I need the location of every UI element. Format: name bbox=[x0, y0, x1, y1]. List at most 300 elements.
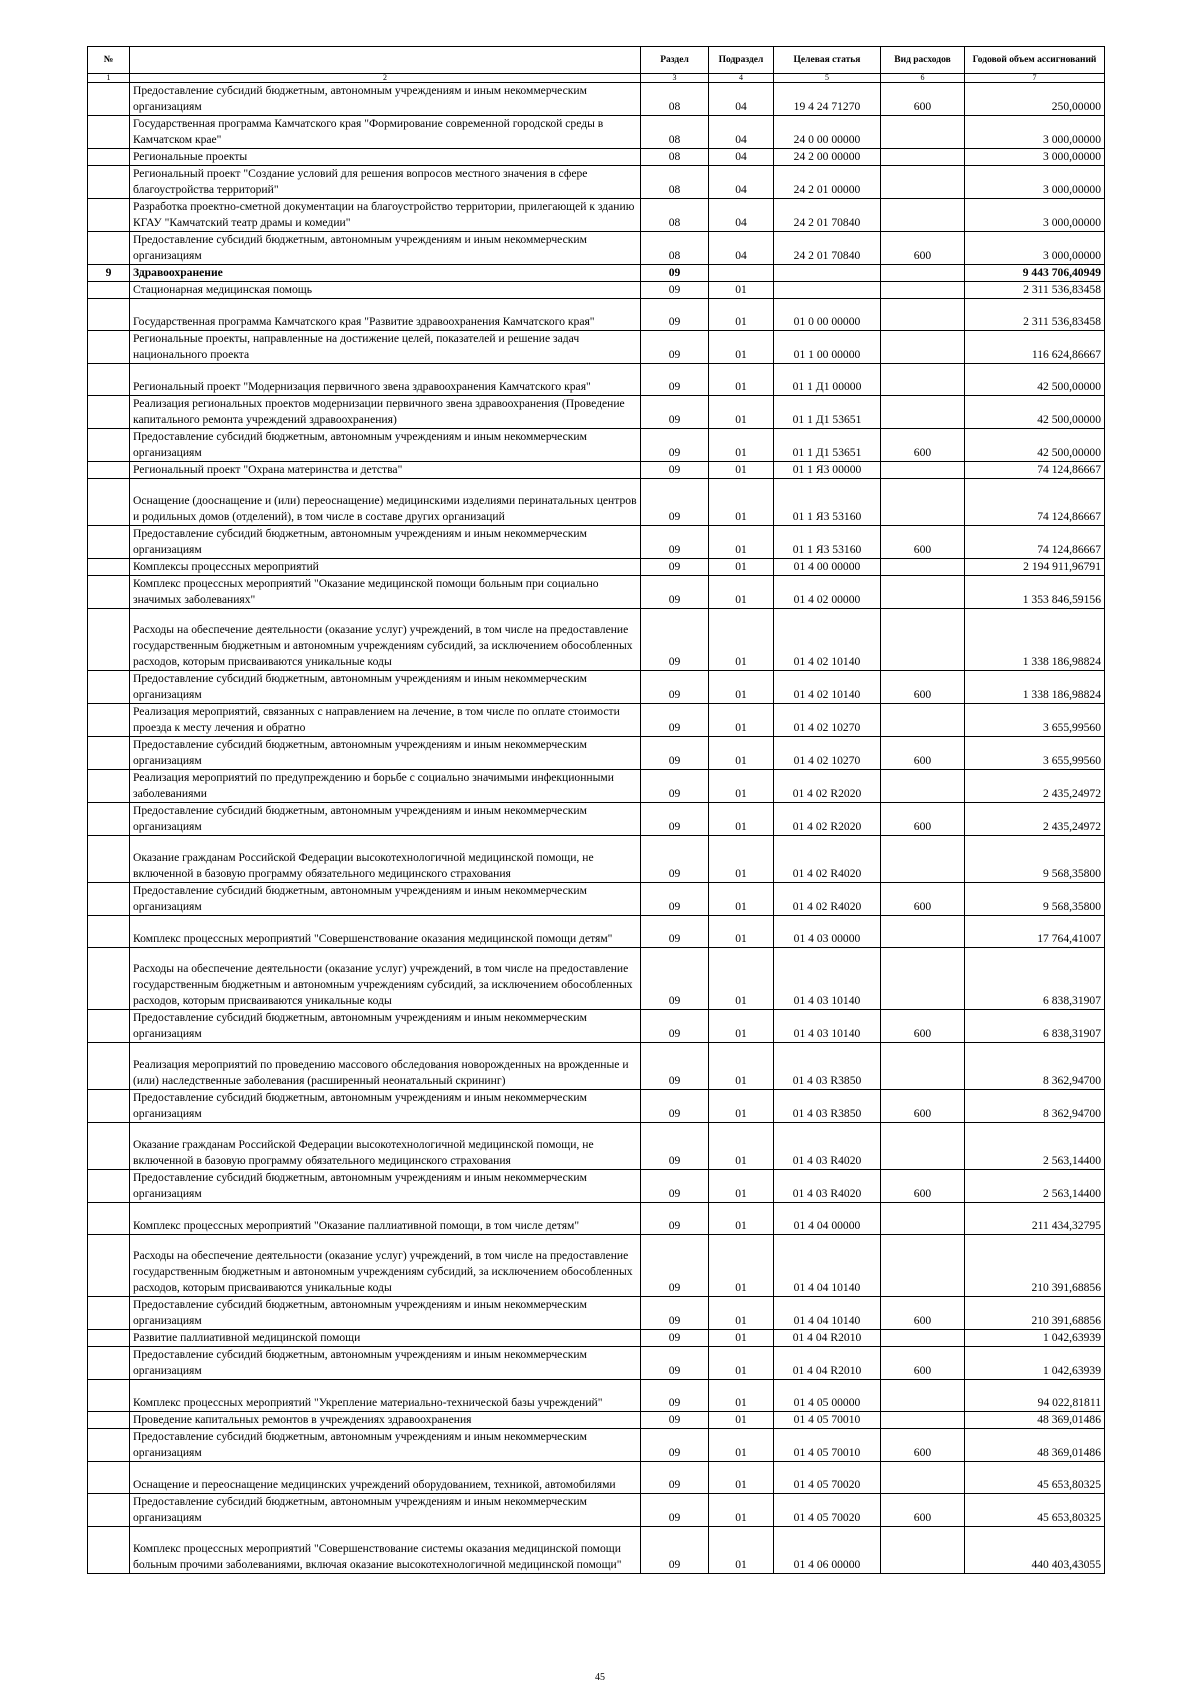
row-target-article: 01 4 03 R3850 bbox=[774, 1090, 881, 1123]
row-number bbox=[88, 199, 130, 232]
row-name: Оказание гражданам Российской Федерации высокотехнологичной медицинской помощи, не включенной в базовую программу обязательного медицинского страхования bbox=[130, 1123, 641, 1170]
row-number: 9 bbox=[88, 265, 130, 282]
row-name: Предоставление субсидий бюджетным, автономным учреждениям и иным некоммерческим организациям bbox=[130, 883, 641, 916]
row-expense-type bbox=[881, 1412, 965, 1429]
row-razdel: 09 bbox=[641, 609, 709, 671]
row-razdel: 09 bbox=[641, 1429, 709, 1462]
row-target-article: 01 4 06 00000 bbox=[774, 1527, 881, 1574]
row-name: Реализация мероприятий по предупреждению и борьбе с социально значимыми инфекционными заболеваниями bbox=[130, 770, 641, 803]
table-row bbox=[88, 462, 1105, 479]
table-row bbox=[88, 1297, 1105, 1330]
row-target-article: 01 4 02 10270 bbox=[774, 737, 881, 770]
row-amount: 3 000,00000 bbox=[965, 166, 1105, 199]
table-row bbox=[88, 396, 1105, 429]
row-amount: 94 022,81811 bbox=[965, 1380, 1105, 1412]
row-amount: 2 435,24972 bbox=[965, 770, 1105, 803]
row-name: Реализация региональных проектов модернизации первичного звена здравоохранения (Проведение капитального ремонта учреждений здравоохранения) bbox=[130, 396, 641, 429]
row-target-article: 01 4 02 R2020 bbox=[774, 803, 881, 836]
row-podrazdel: 04 bbox=[709, 199, 774, 232]
row-expense-type bbox=[881, 576, 965, 609]
row-number bbox=[88, 479, 130, 526]
table-row bbox=[88, 232, 1105, 265]
row-razdel: 09 bbox=[641, 1235, 709, 1297]
row-amount: 42 500,00000 bbox=[965, 364, 1105, 396]
table-row bbox=[88, 737, 1105, 770]
table-row bbox=[88, 1043, 1105, 1090]
row-target-article: 01 4 05 70010 bbox=[774, 1429, 881, 1462]
row-number bbox=[88, 282, 130, 299]
row-target-article: 01 1 Д1 00000 bbox=[774, 364, 881, 396]
row-target-article: 01 1 Я3 00000 bbox=[774, 462, 881, 479]
header-target-article: Целевая статья bbox=[774, 47, 881, 74]
row-number bbox=[88, 803, 130, 836]
row-amount: 250,00000 bbox=[965, 83, 1105, 116]
row-razdel: 09 bbox=[641, 396, 709, 429]
row-expense-type: 600 bbox=[881, 1429, 965, 1462]
row-number bbox=[88, 1347, 130, 1380]
row-amount: 9 568,35800 bbox=[965, 836, 1105, 883]
row-expense-type bbox=[881, 166, 965, 199]
table-body bbox=[88, 83, 1105, 1574]
row-amount: 45 653,80325 bbox=[965, 1494, 1105, 1527]
row-razdel: 09 bbox=[641, 1297, 709, 1330]
row-razdel: 09 bbox=[641, 1527, 709, 1574]
row-target-article: 24 0 00 00000 bbox=[774, 116, 881, 149]
row-expense-type bbox=[881, 1235, 965, 1297]
column-number: 6 bbox=[881, 74, 965, 83]
row-podrazdel: 01 bbox=[709, 1043, 774, 1090]
table-row bbox=[88, 83, 1105, 116]
row-expense-type bbox=[881, 149, 965, 166]
row-podrazdel: 01 bbox=[709, 1494, 774, 1527]
row-target-article: 01 4 05 00000 bbox=[774, 1380, 881, 1412]
row-podrazdel: 01 bbox=[709, 609, 774, 671]
row-number bbox=[88, 1297, 130, 1330]
row-number bbox=[88, 429, 130, 462]
table-row bbox=[88, 1330, 1105, 1347]
row-target-article: 01 4 04 00000 bbox=[774, 1203, 881, 1235]
row-target-article: 19 4 24 71270 bbox=[774, 83, 881, 116]
row-name: Комплекс процессных мероприятий "Совершенствование системы оказания медицинской помощи больным прочими заболеваниями, включая оказание высокотехнологичной медицинской помощи" bbox=[130, 1527, 641, 1574]
table-header-row bbox=[88, 47, 1105, 74]
row-amount: 3 655,99560 bbox=[965, 704, 1105, 737]
table-row bbox=[88, 836, 1105, 883]
row-expense-type bbox=[881, 265, 965, 282]
row-razdel: 09 bbox=[641, 803, 709, 836]
row-expense-type: 600 bbox=[881, 83, 965, 116]
row-razdel: 08 bbox=[641, 83, 709, 116]
row-amount: 8 362,94700 bbox=[965, 1043, 1105, 1090]
row-number bbox=[88, 299, 130, 331]
row-number bbox=[88, 576, 130, 609]
row-name: Предоставление субсидий бюджетным, автономным учреждениям и иным некоммерческим организациям bbox=[130, 803, 641, 836]
budget-table bbox=[87, 46, 1105, 1574]
row-expense-type bbox=[881, 199, 965, 232]
row-target-article: 01 4 02 R4020 bbox=[774, 883, 881, 916]
row-podrazdel: 01 bbox=[709, 429, 774, 462]
row-podrazdel: 01 bbox=[709, 364, 774, 396]
row-target-article: 01 4 03 10140 bbox=[774, 948, 881, 1010]
row-podrazdel: 04 bbox=[709, 149, 774, 166]
row-number bbox=[88, 1494, 130, 1527]
row-target-article bbox=[774, 282, 881, 299]
column-number: 2 bbox=[130, 74, 641, 83]
row-razdel: 09 bbox=[641, 364, 709, 396]
row-name: Комплекс процессных мероприятий "Оказание паллиативной помощи, в том числе детям" bbox=[130, 1203, 641, 1235]
row-target-article: 01 1 Я3 53160 bbox=[774, 526, 881, 559]
row-podrazdel: 01 bbox=[709, 1462, 774, 1494]
table-row bbox=[88, 1380, 1105, 1412]
table-row bbox=[88, 1462, 1105, 1494]
row-amount: 48 369,01486 bbox=[965, 1429, 1105, 1462]
header-expense-type: Вид расходов bbox=[881, 47, 965, 74]
row-expense-type bbox=[881, 1527, 965, 1574]
row-amount: 2 311 536,83458 bbox=[965, 282, 1105, 299]
budget-document bbox=[87, 46, 1104, 1574]
row-amount: 2 563,14400 bbox=[965, 1170, 1105, 1203]
row-name: Реализация мероприятий, связанных с направлением на лечение, в том числе по оплате стоимости проезда к месту лечения и обратно bbox=[130, 704, 641, 737]
row-name: Расходы на обеспечение деятельности (оказание услуг) учреждений, в том числе на предоставление государственным бюджетным и автономным учреждениям субсидий, за исключением обособленных расходов, которым присваиваются уникальные коды bbox=[130, 609, 641, 671]
row-number bbox=[88, 232, 130, 265]
row-target-article: 24 2 01 00000 bbox=[774, 166, 881, 199]
row-number bbox=[88, 396, 130, 429]
row-amount: 440 403,43055 bbox=[965, 1527, 1105, 1574]
row-podrazdel: 01 bbox=[709, 1235, 774, 1297]
row-amount: 9 443 706,40949 bbox=[965, 265, 1105, 282]
row-amount: 3 000,00000 bbox=[965, 199, 1105, 232]
row-name: Развитие паллиативной медицинской помощи bbox=[130, 1330, 641, 1347]
header-name bbox=[130, 47, 641, 74]
row-amount: 74 124,86667 bbox=[965, 462, 1105, 479]
column-number: 5 bbox=[774, 74, 881, 83]
row-podrazdel: 01 bbox=[709, 770, 774, 803]
row-name: Предоставление субсидий бюджетным, автономным учреждениям и иным некоммерческим организациям bbox=[130, 1347, 641, 1380]
row-amount: 1 042,63939 bbox=[965, 1347, 1105, 1380]
row-expense-type bbox=[881, 364, 965, 396]
row-number bbox=[88, 1429, 130, 1462]
row-razdel: 09 bbox=[641, 299, 709, 331]
table-row bbox=[88, 948, 1105, 1010]
table-row bbox=[88, 704, 1105, 737]
row-target-article: 01 1 Я3 53160 bbox=[774, 479, 881, 526]
row-name: Оснащение и переоснащение медицинских учреждений оборудованием, техникой, автомобилями bbox=[130, 1462, 641, 1494]
row-expense-type bbox=[881, 559, 965, 576]
row-number bbox=[88, 609, 130, 671]
row-razdel: 09 bbox=[641, 1347, 709, 1380]
table-row bbox=[88, 331, 1105, 364]
row-razdel: 09 bbox=[641, 1462, 709, 1494]
row-target-article: 24 2 01 70840 bbox=[774, 199, 881, 232]
row-name: Разработка проектно-сметной документации на благоустройство территории, прилегающей к зданию КГАУ "Камчатский театр драмы и комедии" bbox=[130, 199, 641, 232]
row-amount: 3 000,00000 bbox=[965, 116, 1105, 149]
row-podrazdel: 04 bbox=[709, 166, 774, 199]
column-number: 4 bbox=[709, 74, 774, 83]
row-name: Региональный проект "Модернизация первичного звена здравоохранения Камчатского края" bbox=[130, 364, 641, 396]
table-row bbox=[88, 1010, 1105, 1043]
table-row bbox=[88, 199, 1105, 232]
row-number bbox=[88, 462, 130, 479]
row-razdel: 09 bbox=[641, 1494, 709, 1527]
row-name: Комплекс процессных мероприятий "Оказание медицинской помощи больным при социально значимых заболеваниях" bbox=[130, 576, 641, 609]
row-number bbox=[88, 737, 130, 770]
row-amount: 74 124,86667 bbox=[965, 526, 1105, 559]
row-amount: 3 000,00000 bbox=[965, 149, 1105, 166]
row-amount: 45 653,80325 bbox=[965, 1462, 1105, 1494]
row-podrazdel: 01 bbox=[709, 299, 774, 331]
row-number bbox=[88, 1380, 130, 1412]
row-name: Региональные проекты bbox=[130, 149, 641, 166]
row-target-article bbox=[774, 265, 881, 282]
row-name: Государственная программа Камчатского края "Формирование современной городской среды в Камчатском крае" bbox=[130, 116, 641, 149]
row-target-article: 24 2 01 70840 bbox=[774, 232, 881, 265]
row-name: Комплекс процессных мероприятий "Совершенствование оказания медицинской помощи детям" bbox=[130, 916, 641, 948]
row-razdel: 09 bbox=[641, 265, 709, 282]
row-podrazdel: 01 bbox=[709, 479, 774, 526]
row-podrazdel: 01 bbox=[709, 883, 774, 916]
row-name: Предоставление субсидий бюджетным, автономным учреждениям и иным некоммерческим организациям bbox=[130, 1494, 641, 1527]
row-expense-type: 600 bbox=[881, 737, 965, 770]
header-razdel: Раздел bbox=[641, 47, 709, 74]
row-amount: 116 624,86667 bbox=[965, 331, 1105, 364]
row-target-article: 01 4 03 R4020 bbox=[774, 1123, 881, 1170]
row-podrazdel: 01 bbox=[709, 1380, 774, 1412]
row-podrazdel: 01 bbox=[709, 1297, 774, 1330]
table-row bbox=[88, 609, 1105, 671]
row-number bbox=[88, 1170, 130, 1203]
row-number bbox=[88, 1090, 130, 1123]
row-amount: 6 838,31907 bbox=[965, 1010, 1105, 1043]
table-row bbox=[88, 282, 1105, 299]
row-name: Стационарная медицинская помощь bbox=[130, 282, 641, 299]
row-name: Предоставление субсидий бюджетным, автономным учреждениям и иным некоммерческим организациям bbox=[130, 1429, 641, 1462]
header-annual-amount: Годовой объем ассигнований bbox=[965, 47, 1105, 74]
row-razdel: 09 bbox=[641, 429, 709, 462]
row-number bbox=[88, 1527, 130, 1574]
row-razdel: 08 bbox=[641, 149, 709, 166]
row-number bbox=[88, 916, 130, 948]
row-podrazdel: 01 bbox=[709, 916, 774, 948]
row-name: Предоставление субсидий бюджетным, автономным учреждениям и иным некоммерческим организациям bbox=[130, 671, 641, 704]
row-expense-type: 600 bbox=[881, 429, 965, 462]
row-name: Предоставление субсидий бюджетным, автономным учреждениям и иным некоммерческим организациям bbox=[130, 526, 641, 559]
table-row bbox=[88, 116, 1105, 149]
row-name: Реализация мероприятий по проведению массового обследования новорожденных на врожденные и (или) наследственные заболевания (расширенный неонатальный скрининг) bbox=[130, 1043, 641, 1090]
row-podrazdel: 01 bbox=[709, 1203, 774, 1235]
table-row bbox=[88, 299, 1105, 331]
row-expense-type bbox=[881, 396, 965, 429]
row-target-article: 01 4 02 10140 bbox=[774, 671, 881, 704]
row-podrazdel: 01 bbox=[709, 526, 774, 559]
row-razdel: 08 bbox=[641, 232, 709, 265]
row-number bbox=[88, 836, 130, 883]
table-row bbox=[88, 770, 1105, 803]
row-expense-type bbox=[881, 1380, 965, 1412]
row-name: Предоставление субсидий бюджетным, автономным учреждениям и иным некоммерческим организациям bbox=[130, 1297, 641, 1330]
row-razdel: 09 bbox=[641, 1170, 709, 1203]
row-expense-type bbox=[881, 836, 965, 883]
row-amount: 6 838,31907 bbox=[965, 948, 1105, 1010]
row-expense-type bbox=[881, 331, 965, 364]
row-name: Предоставление субсидий бюджетным, автономным учреждениям и иным некоммерческим организациям bbox=[130, 232, 641, 265]
row-expense-type bbox=[881, 770, 965, 803]
row-target-article: 01 4 05 70020 bbox=[774, 1462, 881, 1494]
row-podrazdel: 01 bbox=[709, 1123, 774, 1170]
row-target-article: 01 1 Д1 53651 bbox=[774, 396, 881, 429]
table-row bbox=[88, 1235, 1105, 1297]
row-amount: 1 338 186,98824 bbox=[965, 609, 1105, 671]
row-podrazdel bbox=[709, 265, 774, 282]
table-row bbox=[88, 559, 1105, 576]
row-number bbox=[88, 1235, 130, 1297]
row-amount: 3 000,00000 bbox=[965, 232, 1105, 265]
table-row bbox=[88, 265, 1105, 282]
row-name: Предоставление субсидий бюджетным, автономным учреждениям и иным некоммерческим организациям bbox=[130, 1170, 641, 1203]
row-number bbox=[88, 883, 130, 916]
row-podrazdel: 01 bbox=[709, 1412, 774, 1429]
row-amount: 2 563,14400 bbox=[965, 1123, 1105, 1170]
row-razdel: 09 bbox=[641, 1412, 709, 1429]
row-name: Оснащение (дооснащение и (или) переоснащение) медицинскими изделиями перинатальных центров и родильных домов (отделений), в том числе в составе других организаций bbox=[130, 479, 641, 526]
row-name: Комплекс процессных мероприятий "Укрепление материально-технической базы учреждений" bbox=[130, 1380, 641, 1412]
row-podrazdel: 01 bbox=[709, 737, 774, 770]
row-number bbox=[88, 526, 130, 559]
column-number: 3 bbox=[641, 74, 709, 83]
row-podrazdel: 04 bbox=[709, 116, 774, 149]
row-name: Оказание гражданам Российской Федерации высокотехнологичной медицинской помощи, не включенной в базовую программу обязательного медицинского страхования bbox=[130, 836, 641, 883]
table-row bbox=[88, 1527, 1105, 1574]
row-name: Расходы на обеспечение деятельности (оказание услуг) учреждений, в том числе на предоставление государственным бюджетным и автономным учреждениям субсидий, за исключением обособленных расходов, которым присваиваются уникальные коды bbox=[130, 948, 641, 1010]
row-podrazdel: 01 bbox=[709, 1170, 774, 1203]
row-podrazdel: 01 bbox=[709, 331, 774, 364]
row-target-article: 01 4 04 R2010 bbox=[774, 1347, 881, 1380]
row-podrazdel: 01 bbox=[709, 803, 774, 836]
row-expense-type: 600 bbox=[881, 1170, 965, 1203]
table-row bbox=[88, 803, 1105, 836]
row-number bbox=[88, 770, 130, 803]
row-expense-type bbox=[881, 1123, 965, 1170]
row-name: Государственная программа Камчатского края "Развитие здравоохранения Камчатского края" bbox=[130, 299, 641, 331]
table-row bbox=[88, 916, 1105, 948]
table-row bbox=[88, 526, 1105, 559]
row-name: Предоставление субсидий бюджетным, автономным учреждениям и иным некоммерческим организациям bbox=[130, 737, 641, 770]
table-row bbox=[88, 149, 1105, 166]
row-number bbox=[88, 1010, 130, 1043]
row-podrazdel: 01 bbox=[709, 462, 774, 479]
row-expense-type: 600 bbox=[881, 803, 965, 836]
row-amount: 9 568,35800 bbox=[965, 883, 1105, 916]
row-name: Расходы на обеспечение деятельности (оказание услуг) учреждений, в том числе на предоставление государственным бюджетным и автономным учреждениям субсидий, за исключением обособленных расходов, которым присваиваются уникальные коды bbox=[130, 1235, 641, 1297]
row-name: Проведение капитальных ремонтов в учреждениях здравоохранения bbox=[130, 1412, 641, 1429]
row-podrazdel: 01 bbox=[709, 1330, 774, 1347]
row-amount: 48 369,01486 bbox=[965, 1412, 1105, 1429]
table-row bbox=[88, 1412, 1105, 1429]
row-expense-type: 600 bbox=[881, 526, 965, 559]
row-target-article: 01 4 02 10270 bbox=[774, 704, 881, 737]
row-number bbox=[88, 116, 130, 149]
table-row bbox=[88, 1203, 1105, 1235]
row-podrazdel: 01 bbox=[709, 671, 774, 704]
row-expense-type bbox=[881, 948, 965, 1010]
table-row bbox=[88, 1090, 1105, 1123]
row-podrazdel: 04 bbox=[709, 232, 774, 265]
row-razdel: 09 bbox=[641, 1123, 709, 1170]
row-amount: 210 391,68856 bbox=[965, 1235, 1105, 1297]
row-razdel: 09 bbox=[641, 883, 709, 916]
row-amount: 2 311 536,83458 bbox=[965, 299, 1105, 331]
row-razdel: 09 bbox=[641, 1090, 709, 1123]
row-razdel: 09 bbox=[641, 948, 709, 1010]
row-podrazdel: 01 bbox=[709, 559, 774, 576]
row-number bbox=[88, 83, 130, 116]
row-podrazdel: 01 bbox=[709, 282, 774, 299]
row-razdel: 09 bbox=[641, 1010, 709, 1043]
row-target-article: 01 4 04 10140 bbox=[774, 1297, 881, 1330]
row-number bbox=[88, 166, 130, 199]
row-amount: 2 435,24972 bbox=[965, 803, 1105, 836]
row-razdel: 09 bbox=[641, 1380, 709, 1412]
row-razdel: 08 bbox=[641, 166, 709, 199]
row-podrazdel: 01 bbox=[709, 1090, 774, 1123]
row-target-article: 01 1 Д1 53651 bbox=[774, 429, 881, 462]
row-target-article: 01 4 00 00000 bbox=[774, 559, 881, 576]
row-expense-type: 600 bbox=[881, 1494, 965, 1527]
row-podrazdel: 01 bbox=[709, 396, 774, 429]
row-podrazdel: 01 bbox=[709, 836, 774, 883]
row-number bbox=[88, 364, 130, 396]
row-name: Региональный проект "Создание условий для решения вопросов местного значения в сфере благоустройства территорий" bbox=[130, 166, 641, 199]
row-target-article: 01 1 00 00000 bbox=[774, 331, 881, 364]
row-razdel: 09 bbox=[641, 282, 709, 299]
row-razdel: 09 bbox=[641, 526, 709, 559]
row-target-article: 01 4 04 10140 bbox=[774, 1235, 881, 1297]
row-target-article: 01 4 04 R2010 bbox=[774, 1330, 881, 1347]
row-expense-type bbox=[881, 1203, 965, 1235]
table-row bbox=[88, 576, 1105, 609]
row-number bbox=[88, 1043, 130, 1090]
table-row bbox=[88, 364, 1105, 396]
row-expense-type: 600 bbox=[881, 671, 965, 704]
table-row bbox=[88, 479, 1105, 526]
row-expense-type bbox=[881, 462, 965, 479]
row-razdel: 09 bbox=[641, 836, 709, 883]
table-row bbox=[88, 883, 1105, 916]
row-number bbox=[88, 559, 130, 576]
table-row bbox=[88, 1347, 1105, 1380]
row-target-article: 01 4 05 70020 bbox=[774, 1494, 881, 1527]
row-number bbox=[88, 948, 130, 1010]
table-row bbox=[88, 1123, 1105, 1170]
row-expense-type bbox=[881, 116, 965, 149]
row-expense-type bbox=[881, 609, 965, 671]
row-razdel: 09 bbox=[641, 559, 709, 576]
row-amount: 1 338 186,98824 bbox=[965, 671, 1105, 704]
row-razdel: 09 bbox=[641, 479, 709, 526]
row-number bbox=[88, 331, 130, 364]
row-expense-type: 600 bbox=[881, 883, 965, 916]
row-number bbox=[88, 1412, 130, 1429]
row-name: Региональные проекты, направленные на достижение целей, показателей и решение задач национального проекта bbox=[130, 331, 641, 364]
table-row bbox=[88, 1429, 1105, 1462]
row-number bbox=[88, 1330, 130, 1347]
row-podrazdel: 01 bbox=[709, 1347, 774, 1380]
row-amount: 210 391,68856 bbox=[965, 1297, 1105, 1330]
row-target-article: 01 4 02 R2020 bbox=[774, 770, 881, 803]
row-podrazdel: 01 bbox=[709, 948, 774, 1010]
row-podrazdel: 01 bbox=[709, 704, 774, 737]
row-podrazdel: 04 bbox=[709, 83, 774, 116]
row-razdel: 09 bbox=[641, 916, 709, 948]
row-number bbox=[88, 704, 130, 737]
